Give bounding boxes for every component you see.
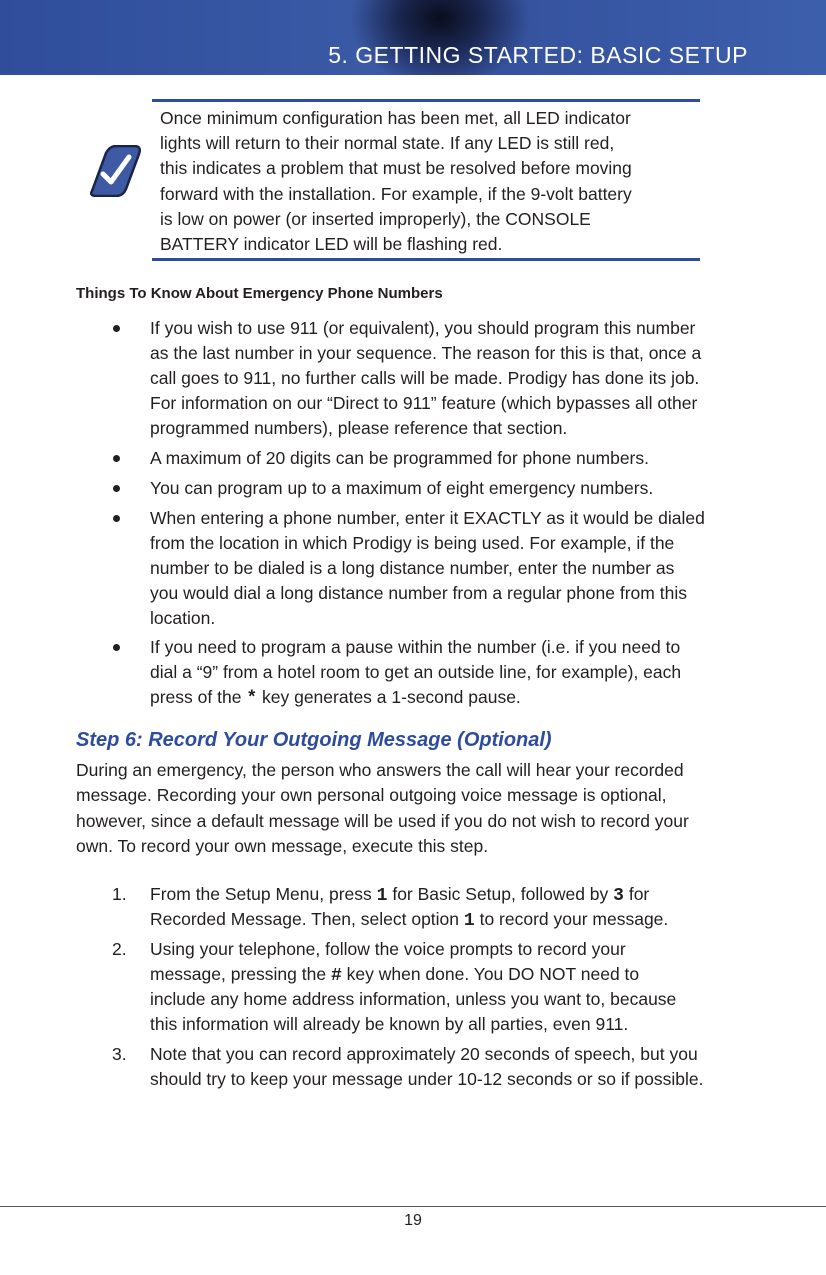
- step-line: Using your telephone, follow the voice prompts to record your: [150, 939, 626, 959]
- section-heading: Things To Know About Emergency Phone Numbers: [76, 285, 443, 302]
- step-line: Note that you can record approximately 20 seconds of speech, but you: [150, 1044, 698, 1064]
- bullet-dot: [113, 455, 120, 462]
- note-text: [160, 106, 700, 257]
- note-top-rule: [152, 99, 700, 102]
- step-number: 3.: [112, 1044, 127, 1064]
- bullet-line: A maximum of 20 digits can be programmed for phone numbers.: [150, 448, 649, 468]
- step-number: 1.: [112, 884, 127, 904]
- step-line: message, pressing the # key when done. You DO NOT need to: [150, 964, 640, 986]
- key-1: 1: [463, 911, 475, 931]
- page-header: [0, 0, 826, 75]
- note-line: this indicates a problem that must be resolved before moving: [160, 158, 632, 179]
- pound-key: #: [330, 966, 342, 986]
- bullet-line: When entering a phone number, enter it EXACTLY as it would be dialed: [150, 508, 705, 528]
- bullet-line: dial a “9” from a hotel room to get an outside line, for example), each: [150, 662, 682, 682]
- note-bottom-rule: [152, 258, 700, 261]
- bullet-line: If you wish to use 911 (or equivalent), you should program this number: [150, 318, 696, 338]
- note-line: is low on power (or inserted improperly), the CONSOLE: [160, 208, 591, 229]
- step-line: Recorded Message. Then, select option 1 to record your message.: [150, 909, 669, 931]
- star-key: *: [246, 689, 258, 709]
- note-line: lights will return to their normal state. If any LED is still red,: [160, 133, 615, 154]
- step-heading: Step 6: Record Your Outgoing Message (Optional): [76, 729, 552, 751]
- note-line: forward with the installation. For example, if the 9-volt battery: [160, 183, 632, 204]
- bullet-dot: [113, 325, 120, 332]
- footer-rule: [0, 1206, 826, 1207]
- bullet-line: number to be dialed is a long distance number, enter the number as: [150, 558, 675, 578]
- step-number: 2.: [112, 939, 127, 959]
- intro-paragraph: [76, 758, 756, 859]
- bullet-line: For information on our “Direct to 911” feature (which bypasses all other: [150, 393, 698, 413]
- key-3: 3: [613, 886, 624, 906]
- step-line: From the Setup Menu, press 1 for Basic Setup, followed by 3 for: [150, 884, 650, 906]
- bullet-line: If you need to program a pause within the number (i.e. if you need to: [150, 637, 681, 657]
- para-line: own. To record your own message, execute this step.: [76, 835, 489, 856]
- para-line: During an emergency, the person who answers the call will hear your recorded: [76, 760, 684, 780]
- bullet-line: as the last number in your sequence. The reason for this is that, once a: [150, 343, 702, 363]
- step-line: should try to keep your message under 10-12 seconds or so if possible.: [150, 1069, 704, 1089]
- bullet-dot: [113, 515, 120, 522]
- key-1: 1: [376, 886, 388, 906]
- bullet-dot: [113, 485, 120, 492]
- bullet-line: You can program up to a maximum of eight emergency numbers.: [150, 478, 654, 498]
- checkmark-icon: [84, 145, 144, 197]
- bullet-line: you would dial a long distance number from a regular phone from this: [150, 583, 687, 603]
- para-line: however, since a default message will be used if you do not wish to record your: [76, 810, 689, 831]
- bullet-line: from the location in which Prodigy is being used. For example, if the: [150, 533, 675, 553]
- bullet-line: programmed numbers), please reference that section.: [150, 418, 568, 438]
- bullet-line: press of the * key generates a 1-second pause.: [150, 687, 521, 709]
- note-line: Once minimum configuration has been met, all LED indicator: [160, 108, 631, 128]
- step-line: this information will already be known by all parties, even 911.: [150, 1014, 629, 1034]
- bullet-line: location.: [150, 608, 216, 628]
- bullet-line: call goes to 911, no further calls will be made. Prodigy has done its job.: [150, 368, 700, 388]
- step-line: include any home address information, unless you want to, because: [150, 989, 677, 1009]
- note-line: BATTERY indicator LED will be flashing red.: [160, 234, 503, 255]
- page-number: 19: [404, 1212, 422, 1229]
- chapter-title: 5. GETTING STARTED: BASIC SETUP: [328, 42, 748, 68]
- para-line: message. Recording your own personal outgoing voice message is optional,: [76, 785, 667, 806]
- bullet-dot: [113, 644, 120, 651]
